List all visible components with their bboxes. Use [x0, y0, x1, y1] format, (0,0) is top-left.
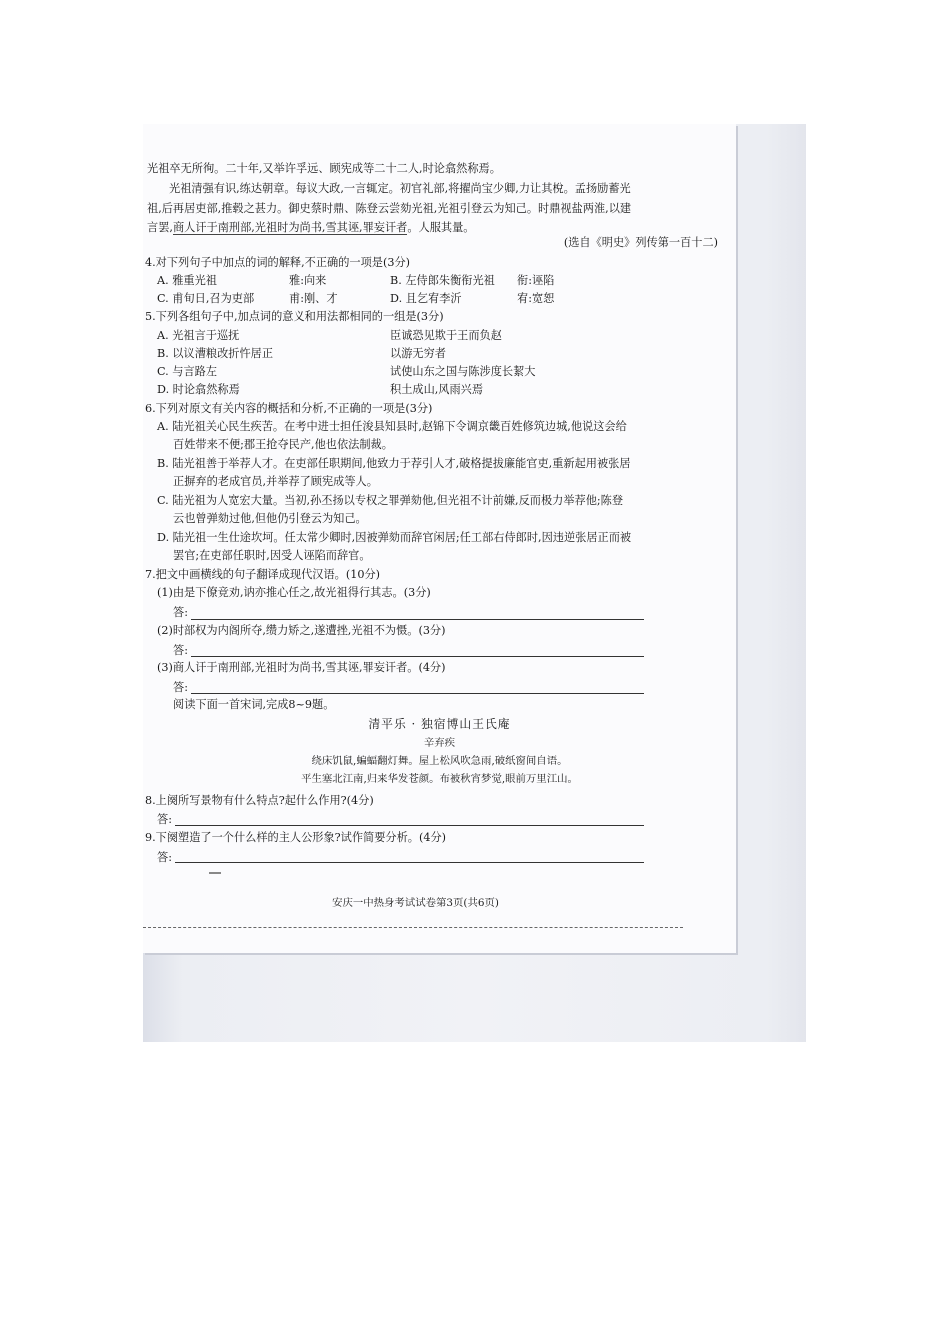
q8-answer-label: 答:: [157, 813, 172, 826]
q4-option-b-explain: 衔:诬陷: [517, 274, 555, 287]
q5-option-a-pair: 臣诚恐见欺于王而负赵: [390, 329, 502, 342]
underlined-sentence: 商人讦于南刑部,光祖时为尚书,雪其诬,罪妄讦者: [172, 221, 408, 234]
q4-option-d-explain: 宥:宽恕: [517, 292, 555, 305]
q4-option-c: C. 甫旬日,召为吏部: [157, 292, 255, 305]
q5-option-d: D. 时论翕然称焉: [157, 383, 240, 396]
q4-option-d: D. 且乞宥李沂: [390, 292, 462, 305]
passage-line-4-start: 言罢,: [147, 221, 173, 234]
q6-option-c-line-1: C. 陆光祖为人宽宏大量。当初,孙丕扬以专权之罪弹劾他,但光祖不计前嫌,反而极力举荐他;陈登: [157, 494, 624, 507]
q6-option-c-line-2: 云也曾弹劾过他,但他仍引登云为知己。: [173, 512, 367, 525]
q4-option-a: A. 雅重光祖: [157, 274, 217, 287]
passage-line-3: 祖,后再居吏部,推毂之甚力。御史蔡时鼎、陈登云尝劾光祖,光祖引登云为知己。时鼎视盐两淮,以建: [147, 202, 632, 215]
passage-line-4-end: 。人服其量。: [407, 221, 475, 234]
q5-option-a: A. 光祖言于巡抚: [157, 329, 240, 342]
q7-answer-label-1: 答:: [173, 606, 188, 619]
q4-option-c-explain: 甫:刚、才: [289, 292, 338, 305]
q8-answer-line[interactable]: [175, 825, 644, 826]
scanned-photo: [143, 124, 806, 1042]
exam-page: [143, 124, 736, 953]
poem-line-1: 绕床饥鼠,蝙蝠翻灯舞。屋上松风吹急雨,破纸窗间自语。: [311, 755, 568, 767]
q8-stem: 8.上阕所写景物有什么特点?起什么作用?(4分): [145, 794, 374, 807]
q4-stem: 4.对下列句子中加点的词的解释,不正确的一项是(3分): [145, 256, 411, 269]
passage-line-1: 光祖卒无所徇。二十年,又举许孚远、顾宪成等二十二人,时论翕然称焉。: [147, 162, 501, 175]
q5-stem: 5.下列各组句子中,加点词的意义和用法都相同的一组是(3分): [145, 310, 444, 323]
page-footer: 安庆一中热身考试试卷第3页(共6页): [332, 897, 499, 909]
q7-answer-line-2[interactable]: [191, 656, 644, 657]
q5-option-c: C. 与言路左: [157, 365, 218, 378]
q5-option-c-pair: 试使山东之国与陈涉度长絜大: [390, 365, 536, 378]
q4-option-b: B. 左侍郎朱衡衔光祖: [390, 274, 495, 287]
q6-option-a-line-2: 百姓带来不便;郡王抢夺民产,他也依法制裁。: [173, 438, 393, 451]
q7-sentence-2: (2)时部权为内阁所夺,缵力矫之,遂遭挫,光祖不为慑。(3分): [157, 624, 446, 637]
q9-answer-line[interactable]: [175, 862, 644, 863]
q6-stem: 6.下列对原文有关内容的概括和分析,不正确的一项是(3分): [145, 402, 433, 415]
passage-line-2: 光祖清强有识,练达朝章。每议大政,一言辄定。初官礼部,将擢尚宝少卿,力让其梲。孟扬励蓄光: [169, 182, 631, 195]
poem-intro: 阅读下面一首宋词,完成8~9题。: [173, 698, 335, 711]
cut-line: [143, 927, 683, 928]
q6-option-b-line-1: B. 陆光祖善于举荐人才。在吏部任职期间,他致力于荐引人才,破格提拔廉能官吏,重新起用被张居: [157, 457, 631, 470]
q7-sentence-1: (1)由是下僚竞劝,讷亦推心任之,故光祖得行其志。(3分): [157, 586, 431, 599]
q7-answer-line-1[interactable]: [191, 619, 644, 620]
passage-line-4: [147, 221, 475, 235]
poem-line-2: 平生塞北江南,归来华发苍颜。布被秋宵梦觉,眼前万里江山。: [301, 773, 578, 785]
q9-answer-label: 答:: [157, 851, 172, 864]
q5-option-d-pair: 积土成山,风雨兴焉: [390, 383, 484, 396]
q7-answer-label-3: 答:: [173, 681, 188, 694]
poem-author: 辛弃疾: [423, 737, 456, 749]
passage-source: (选自《明史》列传第一百十二): [563, 236, 718, 249]
q6-option-d-line-2: 罢官;在吏部任职时,因受人诬陷而辞官。: [173, 549, 371, 562]
q6-option-b-line-2: 正摒弃的老成官员,并举荐了顾宪成等人。: [173, 475, 378, 488]
q5-option-b: B. 以议漕粮改折忤居正: [157, 347, 274, 360]
q6-option-d-line-1: D. 陆光祖一生仕途坎坷。任太常少卿时,因被弹劾而辞官闲居;任工部右侍郎时,因违逆张居正而被: [157, 531, 632, 544]
q9-stem: 9.下阕塑造了一个什么样的主人公形象?试作简要分析。(4分): [145, 831, 447, 844]
stray-mark: [209, 872, 221, 874]
poem-title: 清平乐 · 独宿博山王氏庵: [368, 717, 511, 731]
q7-answer-label-2: 答:: [173, 644, 188, 657]
q7-answer-line-3[interactable]: [191, 693, 644, 694]
q5-option-b-pair: 以游无穷者: [390, 347, 446, 360]
q6-option-a-line-1: A. 陆光祖关心民生疾苦。在考中进士担任浚县知县时,赵锦下令调京畿百姓修筑边城,他说这会给: [157, 420, 627, 433]
q7-sentence-3: (3)商人讦于南刑部,光祖时为尚书,雪其诬,罪妄讦者。(4分): [157, 661, 446, 674]
q4-option-a-explain: 雅:向来: [289, 274, 327, 287]
q7-stem: 7.把文中画横线的句子翻译成现代汉语。(10分): [145, 568, 381, 581]
